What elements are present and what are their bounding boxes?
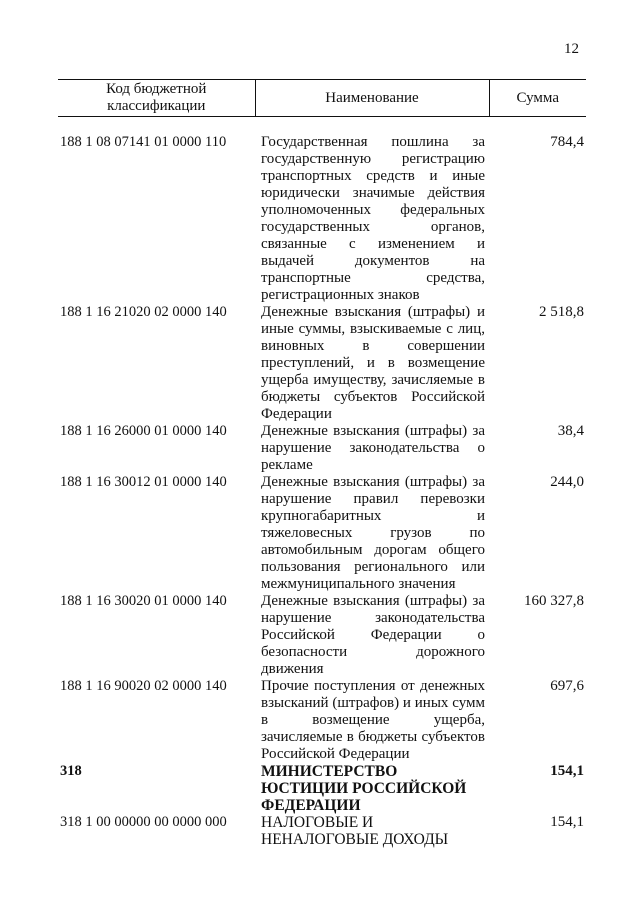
table-row	[58, 678, 586, 763]
row-name: НАЛОГОВЫЕ И НЕНАЛОГОВЫЕ ДОХОДЫ	[261, 814, 449, 848]
row-code: 188 1 08 07141 01 0000 110	[60, 134, 227, 150]
row-sum: 160 327,8	[524, 593, 584, 609]
row-name: Денежные взыскания (штрафы) за нарушение правил перевозки крупногабаритных и тяжеловесных грузов по автомобильным дорогам общего пользования регионального или межмуниципального значения	[261, 474, 485, 592]
table-body	[58, 117, 586, 849]
row-sum: 244,0	[550, 474, 584, 490]
row-code: 188 1 16 90020 02 0000 140	[60, 678, 227, 694]
row-name: МИНИСТЕРСТВО ЮСТИЦИИ РОССИЙСКОЙ ФЕДЕРАЦИИ	[261, 763, 467, 814]
table-row	[58, 593, 586, 678]
header-row	[58, 80, 586, 117]
spacer-row	[58, 117, 586, 135]
row-name: Денежные взыскания (штрафы) и иные суммы, взыскиваемые с лиц, виновных в совершении преступлений, и в возмещение ущерба имуществу, зачисляемые в бюджеты субъектов Российской Федерации	[261, 304, 485, 422]
row-name: Денежные взыскания (штрафы) за нарушение законодательства о рекламе	[261, 423, 485, 473]
row-name: Государственная пошлина за государственную регистрацию транспортных средств и иные юридически значимые действия уполномоченных федеральных государственных органов, связанные с изменением и выдачей документов на транспортные средства, регистрационных знаков	[261, 134, 485, 303]
table-row	[58, 134, 586, 304]
row-sum: 38,4	[557, 423, 584, 439]
row-code: 318 1 00 00000 00 0000 000	[60, 814, 227, 830]
row-code: 188 1 16 21020 02 0000 140	[60, 304, 227, 320]
header-code: Код бюджетной классификации	[58, 80, 255, 117]
row-name: Прочие поступления от денежных взысканий (штрафов) и иных сумм в возмещение ущерба, зачисляемые в бюджеты субъектов Российской Федерации	[261, 678, 485, 762]
row-code: 188 1 16 30012 01 0000 140	[60, 474, 227, 490]
header-name: Наименование	[255, 80, 489, 117]
row-sum: 154,1	[550, 763, 584, 779]
table-header	[58, 80, 586, 117]
table-row	[58, 423, 586, 474]
row-code: 188 1 16 30020 01 0000 140	[60, 593, 227, 609]
table-row	[58, 304, 586, 423]
row-sum: 697,6	[550, 678, 584, 694]
table-row-revenue-group	[58, 814, 586, 848]
page-number: 12	[564, 41, 579, 57]
row-name: Денежные взыскания (штрафы) за нарушение законодательства Российской Федерации о безопасности дорожного движения	[261, 593, 485, 677]
budget-revenue-table	[58, 79, 586, 848]
row-sum: 784,4	[550, 134, 584, 150]
row-code: 188 1 16 26000 01 0000 140	[60, 423, 227, 439]
header-sum: Сумма	[489, 80, 586, 117]
row-code: 318	[60, 763, 82, 779]
row-sum: 154,1	[550, 814, 584, 830]
table-row	[58, 474, 586, 593]
row-sum: 2 518,8	[539, 304, 584, 320]
table-row-ministry	[58, 763, 586, 814]
